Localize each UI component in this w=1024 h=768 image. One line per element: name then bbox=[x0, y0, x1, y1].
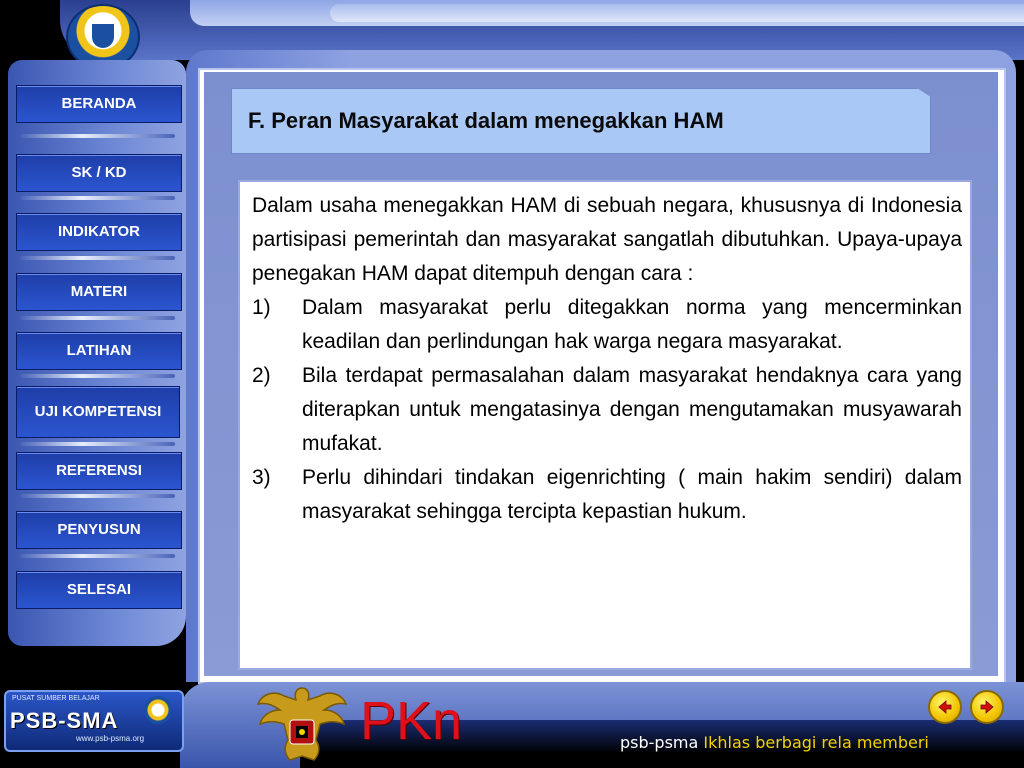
nav-separator bbox=[20, 256, 175, 260]
list-number: 3) bbox=[252, 466, 271, 489]
nav-button-latihan[interactable]: LATIHAN bbox=[16, 332, 182, 370]
nav-separator bbox=[20, 196, 175, 200]
nav-separator bbox=[20, 554, 175, 558]
psb-logo-text: PSB-SMA bbox=[10, 708, 119, 733]
prev-button[interactable] bbox=[928, 690, 962, 724]
psb-sma-logo bbox=[4, 690, 184, 752]
footer-motto: Ikhlas berbagi rela memberi bbox=[703, 733, 929, 752]
nav-separator bbox=[20, 494, 175, 498]
text-body bbox=[252, 189, 962, 529]
list-number: 1) bbox=[252, 296, 271, 319]
nav-separator bbox=[20, 134, 175, 138]
nav-separator bbox=[20, 374, 175, 378]
brand-pkn: PKn bbox=[360, 691, 463, 751]
psb-logo-caption: PUSAT SUMBER BELAJAR bbox=[12, 695, 100, 702]
nav-separator bbox=[20, 316, 175, 320]
list-text: Dalam masyarakat perlu ditegakkan norma yang mencerminkan keadilan dan perlindungan hak warga negara masyarakat. bbox=[302, 296, 962, 353]
top-decoration-bar bbox=[330, 4, 1024, 22]
nav-separator bbox=[20, 442, 175, 446]
next-button[interactable] bbox=[970, 690, 1004, 724]
nav-button-beranda[interactable]: BERANDA bbox=[16, 85, 182, 123]
nav-button-uji-kompetensi[interactable]: UJI KOMPETENSI bbox=[16, 386, 180, 438]
nav-button-referensi[interactable]: REFERENSI bbox=[16, 452, 182, 490]
list-text: Bila terdapat permasalahan dalam masyarakat hendaknya cara yang diterapkan untuk mengatasinya dengan mengutamakan musyawarah mufakat. bbox=[302, 364, 962, 455]
nav-button-sk-kd[interactable]: SK / KD bbox=[16, 154, 182, 192]
page-title: F. Peran Masyarakat dalam menegakkan HAM bbox=[248, 108, 724, 133]
nav-button-materi[interactable]: MATERI bbox=[16, 273, 182, 311]
nav-button-penyusun[interactable]: PENYUSUN bbox=[16, 511, 182, 549]
footer-site: psb-psma bbox=[620, 733, 699, 752]
nav-button-indikator[interactable]: INDIKATOR bbox=[16, 213, 182, 251]
list-text: Perlu dihindari tindakan eigenrichting ( main hakim sendiri) dalam masyarakat sehingga tercipta kepastian hukum. bbox=[302, 466, 962, 523]
psb-logo-url: www.psb-psma.org bbox=[76, 734, 145, 743]
list-item bbox=[252, 461, 962, 529]
arrow-left-icon bbox=[936, 698, 954, 716]
footer-tagline bbox=[620, 733, 929, 752]
garuda-pancasila-icon bbox=[254, 680, 350, 766]
intro-paragraph: Dalam usaha menegakkan HAM di sebuah negara, khususnya di Indonesia partisipasi pemerintah dan masyarakat sangatlah dibutuhkan. Upaya-upaya penegakan HAM dapat ditempuh dengan cara : bbox=[252, 194, 962, 285]
arrow-right-icon bbox=[978, 698, 996, 716]
text-box bbox=[238, 180, 972, 670]
list-item bbox=[252, 359, 962, 461]
list-number: 2) bbox=[252, 364, 271, 387]
psb-emblem-icon bbox=[144, 696, 172, 724]
nav-button-selesai[interactable]: SELESAI bbox=[16, 571, 182, 609]
list-item bbox=[252, 291, 962, 359]
